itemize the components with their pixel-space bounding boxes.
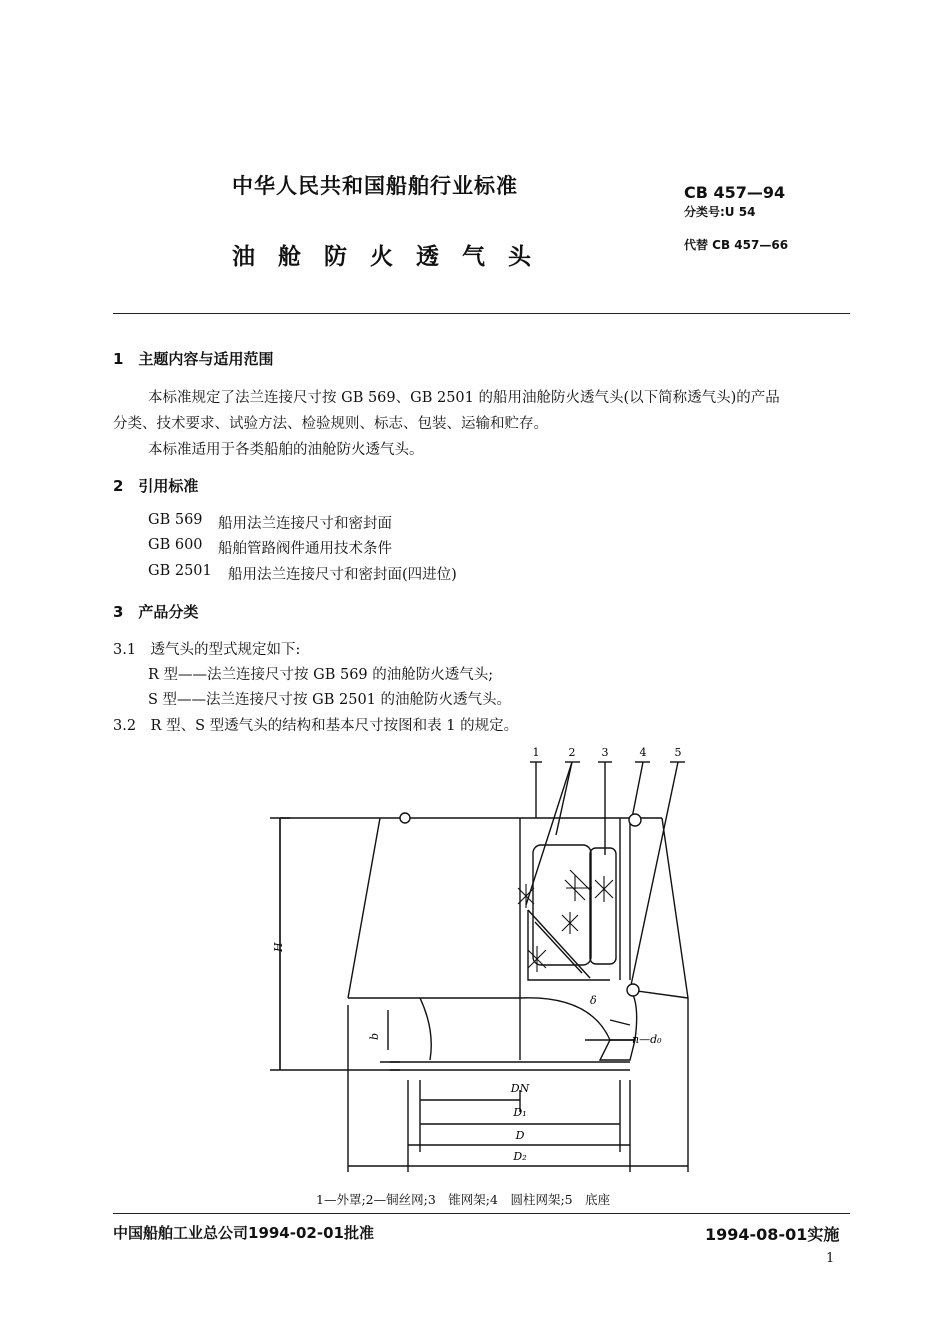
section-1-paragraph-1a: 本标准规定了法兰连接尺寸按 GB 569、GB 2501 的船用油舱防火透气头(以下简称透气头)的产品 <box>148 390 780 406</box>
standard-number: CB 457—94 <box>684 183 786 202</box>
approval-line: 中国船舶工业总公司1994-02-01批准 <box>113 1224 374 1242</box>
reference-name: 船用法兰连接尺寸和密封面 <box>218 516 392 532</box>
dim-delta: δ <box>590 994 597 1007</box>
page-number: 1 <box>826 1251 835 1266</box>
reference-name: 船用法兰连接尺寸和密封面(四进位) <box>228 567 457 583</box>
figure-caption: 1—外罩;2—铜丝网;3 锥网架;4 圆柱网架;5 底座 <box>316 1192 611 1207</box>
dim-d2: D₂ <box>513 1150 527 1163</box>
section-2-heading: 2 引用标准 <box>113 477 199 495</box>
dim-n-d0: n—d₀ <box>632 1033 662 1046</box>
callout-1: 1 <box>532 746 540 759</box>
callout-3: 3 <box>601 746 609 759</box>
dim-dn: DN <box>510 1082 530 1095</box>
reference-code: GB 600 <box>148 537 203 553</box>
dim-d: D <box>515 1129 525 1142</box>
dim-h: H <box>272 942 285 952</box>
vent-head-drawing <box>260 740 710 1185</box>
type-s-definition: S 型——法兰连接尺寸按 GB 2501 的油舱防火透气头。 <box>148 692 512 708</box>
callout-4: 4 <box>639 746 647 759</box>
section-1-paragraph-2: 本标准适用于各类船舶的油舱防火透气头。 <box>148 442 424 458</box>
section-3-heading: 3 产品分类 <box>113 603 199 621</box>
dim-d1: D₁ <box>513 1106 527 1119</box>
clause-3-2: 3.2 R 型、S 型透气头的结构和基本尺寸按图和表 1 的规定。 <box>113 718 519 734</box>
implementation-date: 1994-08-01实施 <box>705 1225 840 1244</box>
header-divider <box>113 313 850 314</box>
replaces-standard: 代替 CB 457—66 <box>684 238 789 252</box>
callout-5: 5 <box>674 746 682 759</box>
type-r-definition: R 型——法兰连接尺寸按 GB 569 的油舱防火透气头; <box>148 667 494 683</box>
callout-2: 2 <box>568 746 576 759</box>
standard-org-title: 中华人民共和国船舶行业标准 <box>232 174 518 198</box>
reference-name: 船舶管路阀件通用技术条件 <box>218 541 392 557</box>
classification-number: 分类号:U 54 <box>684 205 756 219</box>
section-1-paragraph-1b: 分类、技术要求、试验方法、检验规则、标志、包装、运输和贮存。 <box>113 416 548 432</box>
reference-code: GB 569 <box>148 512 203 528</box>
section-1-heading: 1 主题内容与适用范围 <box>113 350 274 368</box>
clause-3-1: 3.1 透气头的型式规定如下: <box>113 642 301 658</box>
reference-code: GB 2501 <box>148 563 212 579</box>
dim-b: b <box>368 1032 381 1040</box>
document-title: 油舱防火透气头 <box>232 244 554 270</box>
footer-divider <box>113 1213 850 1214</box>
